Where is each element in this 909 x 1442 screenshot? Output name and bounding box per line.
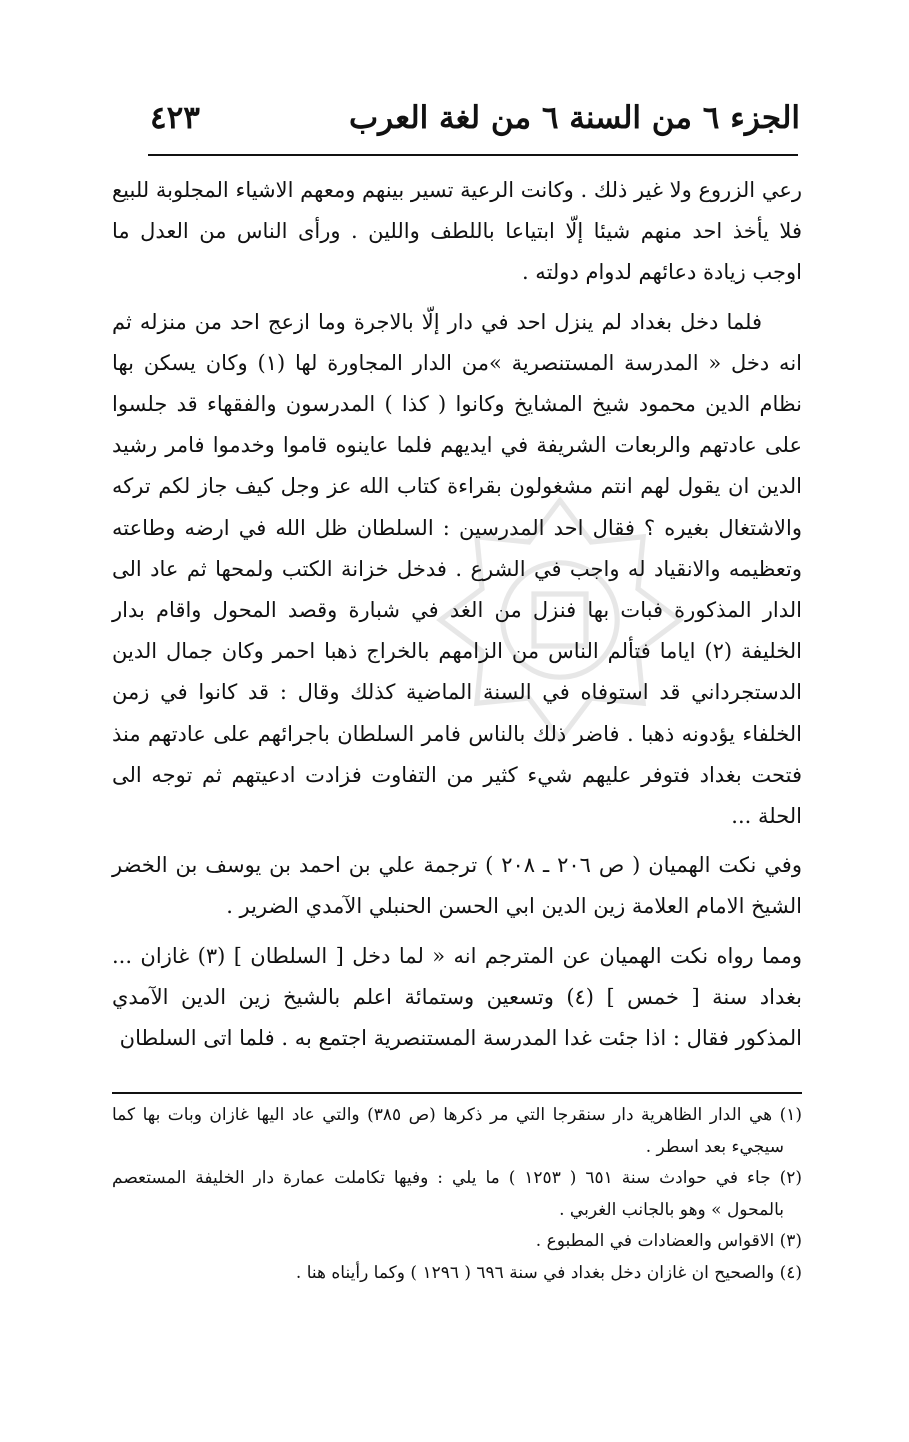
page-number: ٤٢٣ xyxy=(150,100,200,136)
body-paragraph-2: فلما دخل بغداد لم ينزل احد في دار إلّا بالاجرة وما ازعج احد من منزله ثم انه دخل « المدرسة المستنصرية »من الدار المجاورة لها (١) وكان يسكن بها نظام الدين محمود شيخ المشايخ وكانوا ( كذا ) المدرسون والفقهاء قد جلسوا على عادتهم والربعات الشريفة في ايديهم فلما عاينوه قاموا وخدموا فامر رشيد الدين ان يقول لهم انتم مشغولون بقراءة كتاب الله عز وجل كيف جاز لكم تركه والاشتغال بغيره ؟ فقال احد المدرسين : السلطان ظل الله في ارضه وطاعته وتعظيمه والانقياد له واجب في الشرع . فدخل خزانة الكتب ولمحها ثم عاد الى الدار المذكورة فبات بها فنزل من الغد في شبارة وقصد المحول واقام بدار الخليفة (٢) اياما فتألم الناس من الزامهم بالخراج ذهبا احمر وكان جمال الدين الدستجرداني قد استوفاه في السنة الماضية كذلك وقال : قد كانوا في زمن الخلفاء يؤدونه ذهبا . فاضر ذلك بالناس فامر السلطان باجرائهم على عادتهم منذ فتحت بغداد فتوفر عليهم شيء كثير من التفاوت فزادت ادعيتهم ثم توجه الى الحلة ... xyxy=(112,309,803,829)
body-text xyxy=(112,170,802,1059)
running-title: الجزء ٦ من السنة ٦ من لغة العرب xyxy=(348,100,800,136)
footnote-1: (١) هي الدار الظاهرية دار سنقرجا التي مر ذكرها (ص ٣٨٥) والتي عاد اليها غازان وبات بها كما سيجيء بعد اسطر . xyxy=(112,1105,802,1157)
footnote-2: (٢) جاء في حوادث سنة ٦٥١ ( ١٢٥٣ ) ما يلي : وفيها تكاملت عمارة دار الخليفة المستعصم بالمحول » وهو بالجانب الغربي . xyxy=(112,1168,802,1220)
body-paragraph-4: ومما رواه نكت الهميان عن المترجم انه « لما دخل [ السلطان ] (٣) غازان ... بغداد سنة [ خمس ] (٤) وتسعين وستمائة اعلم بالشيخ زين الدين الآمدي المذكور فقال : اذا جئت غدا المدرسة المستنصرية اجتمع به . فلما اتى السلطان xyxy=(112,943,802,1051)
body-paragraph-3: وفي نكت الهميان ( ص ٢٠٦ ـ ٢٠٨ ) ترجمة علي بن احمد بن يوسف بن الخضر الشيخ الامام العلامة زين الدين ابي الحسن الحنبلي الآمدي الضرير . xyxy=(112,853,802,919)
page-header xyxy=(150,88,800,148)
footnotes xyxy=(112,1100,802,1289)
header-rule xyxy=(148,154,798,156)
footnotes-rule xyxy=(112,1092,802,1094)
footnote-4: (٤) والصحيح ان غازان دخل بغداد في سنة ٦٩٦ ( ١٢٩٦ ) وكما رأيناه هنا . xyxy=(295,1262,802,1283)
footnote-3: (٣) الاقواس والعضادات في المطبوع . xyxy=(535,1231,802,1251)
body-paragraph-1: رعي الزروع ولا غير ذلك . وكانت الرعية تسير بينهم ومعهم الاشياء المجلوبة للبيع فلا يأخذ احد منهم شيئا إلّا ابتياعا باللطف واللين . ورأى الناس من العدل ما اوجب زيادة دعائهم لدوام دولته . xyxy=(112,178,802,285)
